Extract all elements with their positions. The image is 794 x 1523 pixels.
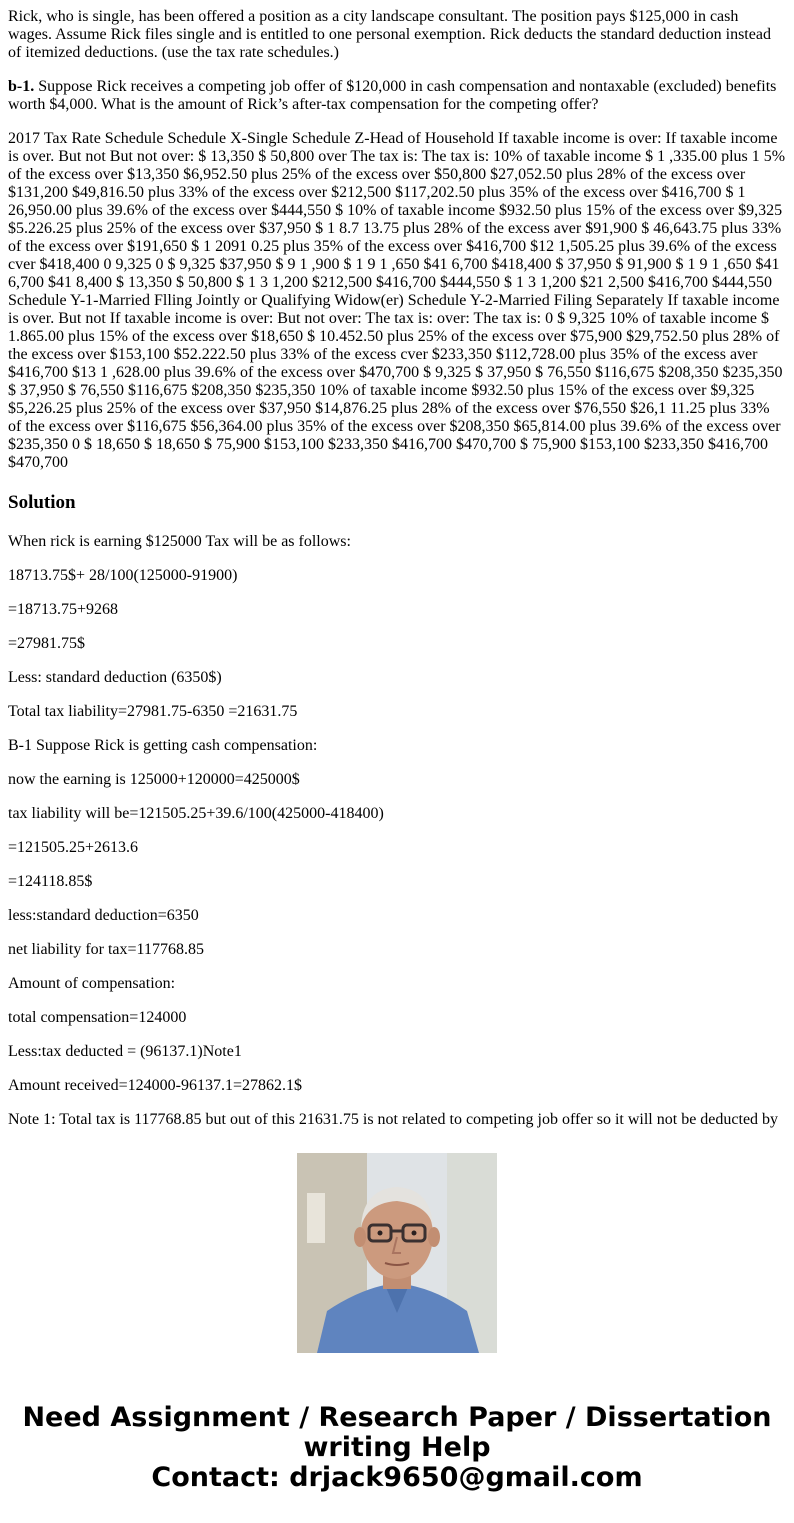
solution-line: B-1 Suppose Rick is getting cash compensation: [8,737,318,754]
solution-line: Note 1: Total tax is 117768.85 but out of this 21631.75 is not related to competing job offer so it will not be deducted by [8,1111,779,1128]
promo-line-1: Need Assignment / Research Paper / Dissertation [22,1402,772,1433]
solution-line: =124118.85$ [8,873,93,890]
question-intro: Rick, who is single, has been offered a position as a city landscape consultant. The position pays $125,000 in cash wages. Assume Rick files single and is entitled to one personal exemption. Rick deducts the standard deduction instead of itemized deductions. (use the tax rate schedules.) [8,8,771,61]
solution-body [8,533,786,1129]
document-body [8,8,786,1128]
solution-line: now the earning is 125000+120000=425000$ [8,771,300,788]
author-avatar [297,1153,497,1353]
solution-line: Amount received=124000-96137.1=27862.1$ [8,1077,302,1094]
part-text: Suppose Rick receives a competing job offer of $120,000 in cash compensation and nontaxable (excluded) benefits worth $4,000. What is the amount of Rick’s after-tax compensation for the competing offer? [8,78,777,113]
solution-line: total compensation=124000 [8,1009,187,1026]
solution-line: =27981.75$ [8,635,86,652]
person-portrait-icon [297,1153,497,1353]
part-label: b-1. [8,78,35,95]
solution-line: net liability for tax=117768.85 [8,941,204,958]
solution-line: When rick is earning $125000 Tax will be as follows: [8,533,351,550]
solution-line: Less: standard deduction (6350$) [8,669,222,686]
solution-line: Amount of compensation: [8,975,176,992]
promo-contact: Contact: drjack9650@gmail.com [151,1462,643,1493]
solution-heading: Solution [8,492,76,513]
solution-line: Less:tax deducted = (96137.1)Note1 [8,1043,242,1060]
solution-line: less:standard deduction=6350 [8,907,199,924]
solution-line: Total tax liability=27981.75-6350 =21631.75 [8,703,298,720]
solution-line: tax liability will be=121505.25+39.6/100(425000-418400) [8,805,384,822]
question-part-b1 [8,78,786,114]
promo-line-2: writing Help [303,1432,491,1463]
solution-line: =121505.25+2613.6 [8,839,139,856]
solution-line: 18713.75$+ 28/100(125000-91900) [8,567,238,584]
tax-rate-schedule-text: 2017 Tax Rate Schedule Schedule X-Single Schedule Z-Head of Household If taxable income is over: If taxable income is over. But not But not over: $ 13,350 $ 50,800 over The tax is: The tax is: 10% of taxable income $ 1 ,335.00 plus 1 5% of the excess over $13,350 $6,952.50 plus 25% of the excess over $50,800 $27,052.50 plus 28% of the excess over $131,200 $49,816.50 plus 33% of the excess over $212,500 $117,202.50 plus 35% of the excess over $416,700 $ 1 26,950.00 plus 39.6% of the excess over $444,550 $ 10% of taxable income $932.50 plus 15% of the excess over $9,325 $5.226.25 plus 25% of the excess over $37,950 $ 1 8.7 13.75 plus 28% of the excess aver $91,900 $ 46,643.75 plus 33% of the excess over $191,650 $ 1 2091 0.25 plus 35% of the excess over $416,700 $12 1,505.25 plus 39.6% of the excess cver $418,400 0 9,325 0 $ 9,325 $37,950 $ 9 1 ,900 $ 1 9 1 ,650 $41 6,700 $418,400 $ 37,950 $ 91,900 $ 1 9 1 ,650 $41 6,700 $41 8,400 $ 13,350 $ 50,800 $ 1 3 1,200 $212,500 $416,700 $444,550 $ 1 3 1,200 $21 2,500 $416,700 $444,550 Schedule Y-1-Married Flling Jointly or Qualifying Widow(er) Schedule Y-2-Married Filing Separately If taxable income is over. But not If taxable income is over: But not over: The tax is: over: The tax is: 0 $ 9,325 10% of taxable income $ 1.865.00 plus 15% of the excess over $18,650 $ 10.452.50 plus 25% of the excess over $75,900 $29,752.50 plus 28% of the excess over $153,100 $52.222.50 plus 33% of the excess cver $233,350 $112,728.00 plus 35% of the excess aver $416,700 $13 1 ,628.00 plus 39.6% of the excess over $470,700 $ 9,325 $ 37,950 $ 76,550 $116,675 $208,350 $235,350 $ 37,950 $ 76,550 $116,675 $208,350 $235,350 10% of taxable income $932.50 plus 15% of the excess over $9,325 $5,226.25 plus 25% of the excess over $37,950 $14,876.25 plus 28% of the excess over $76,550 $26,1 11.25 plus 33% of the excess over $116,675 $56,364.00 plus 35% of the excess over $208,350 $65,814.00 plus 39.6% of the excess over $235,350 0 $ 18,650 $ 18,650 $ 75,900 $153,100 $233,350 $416,700 $470,700 $ 75,900 $153,100 $233,350 $416,700 $470,700 [8,130,786,471]
solution-line: =18713.75+9268 [8,601,119,618]
promo-banner [0,1403,794,1493]
